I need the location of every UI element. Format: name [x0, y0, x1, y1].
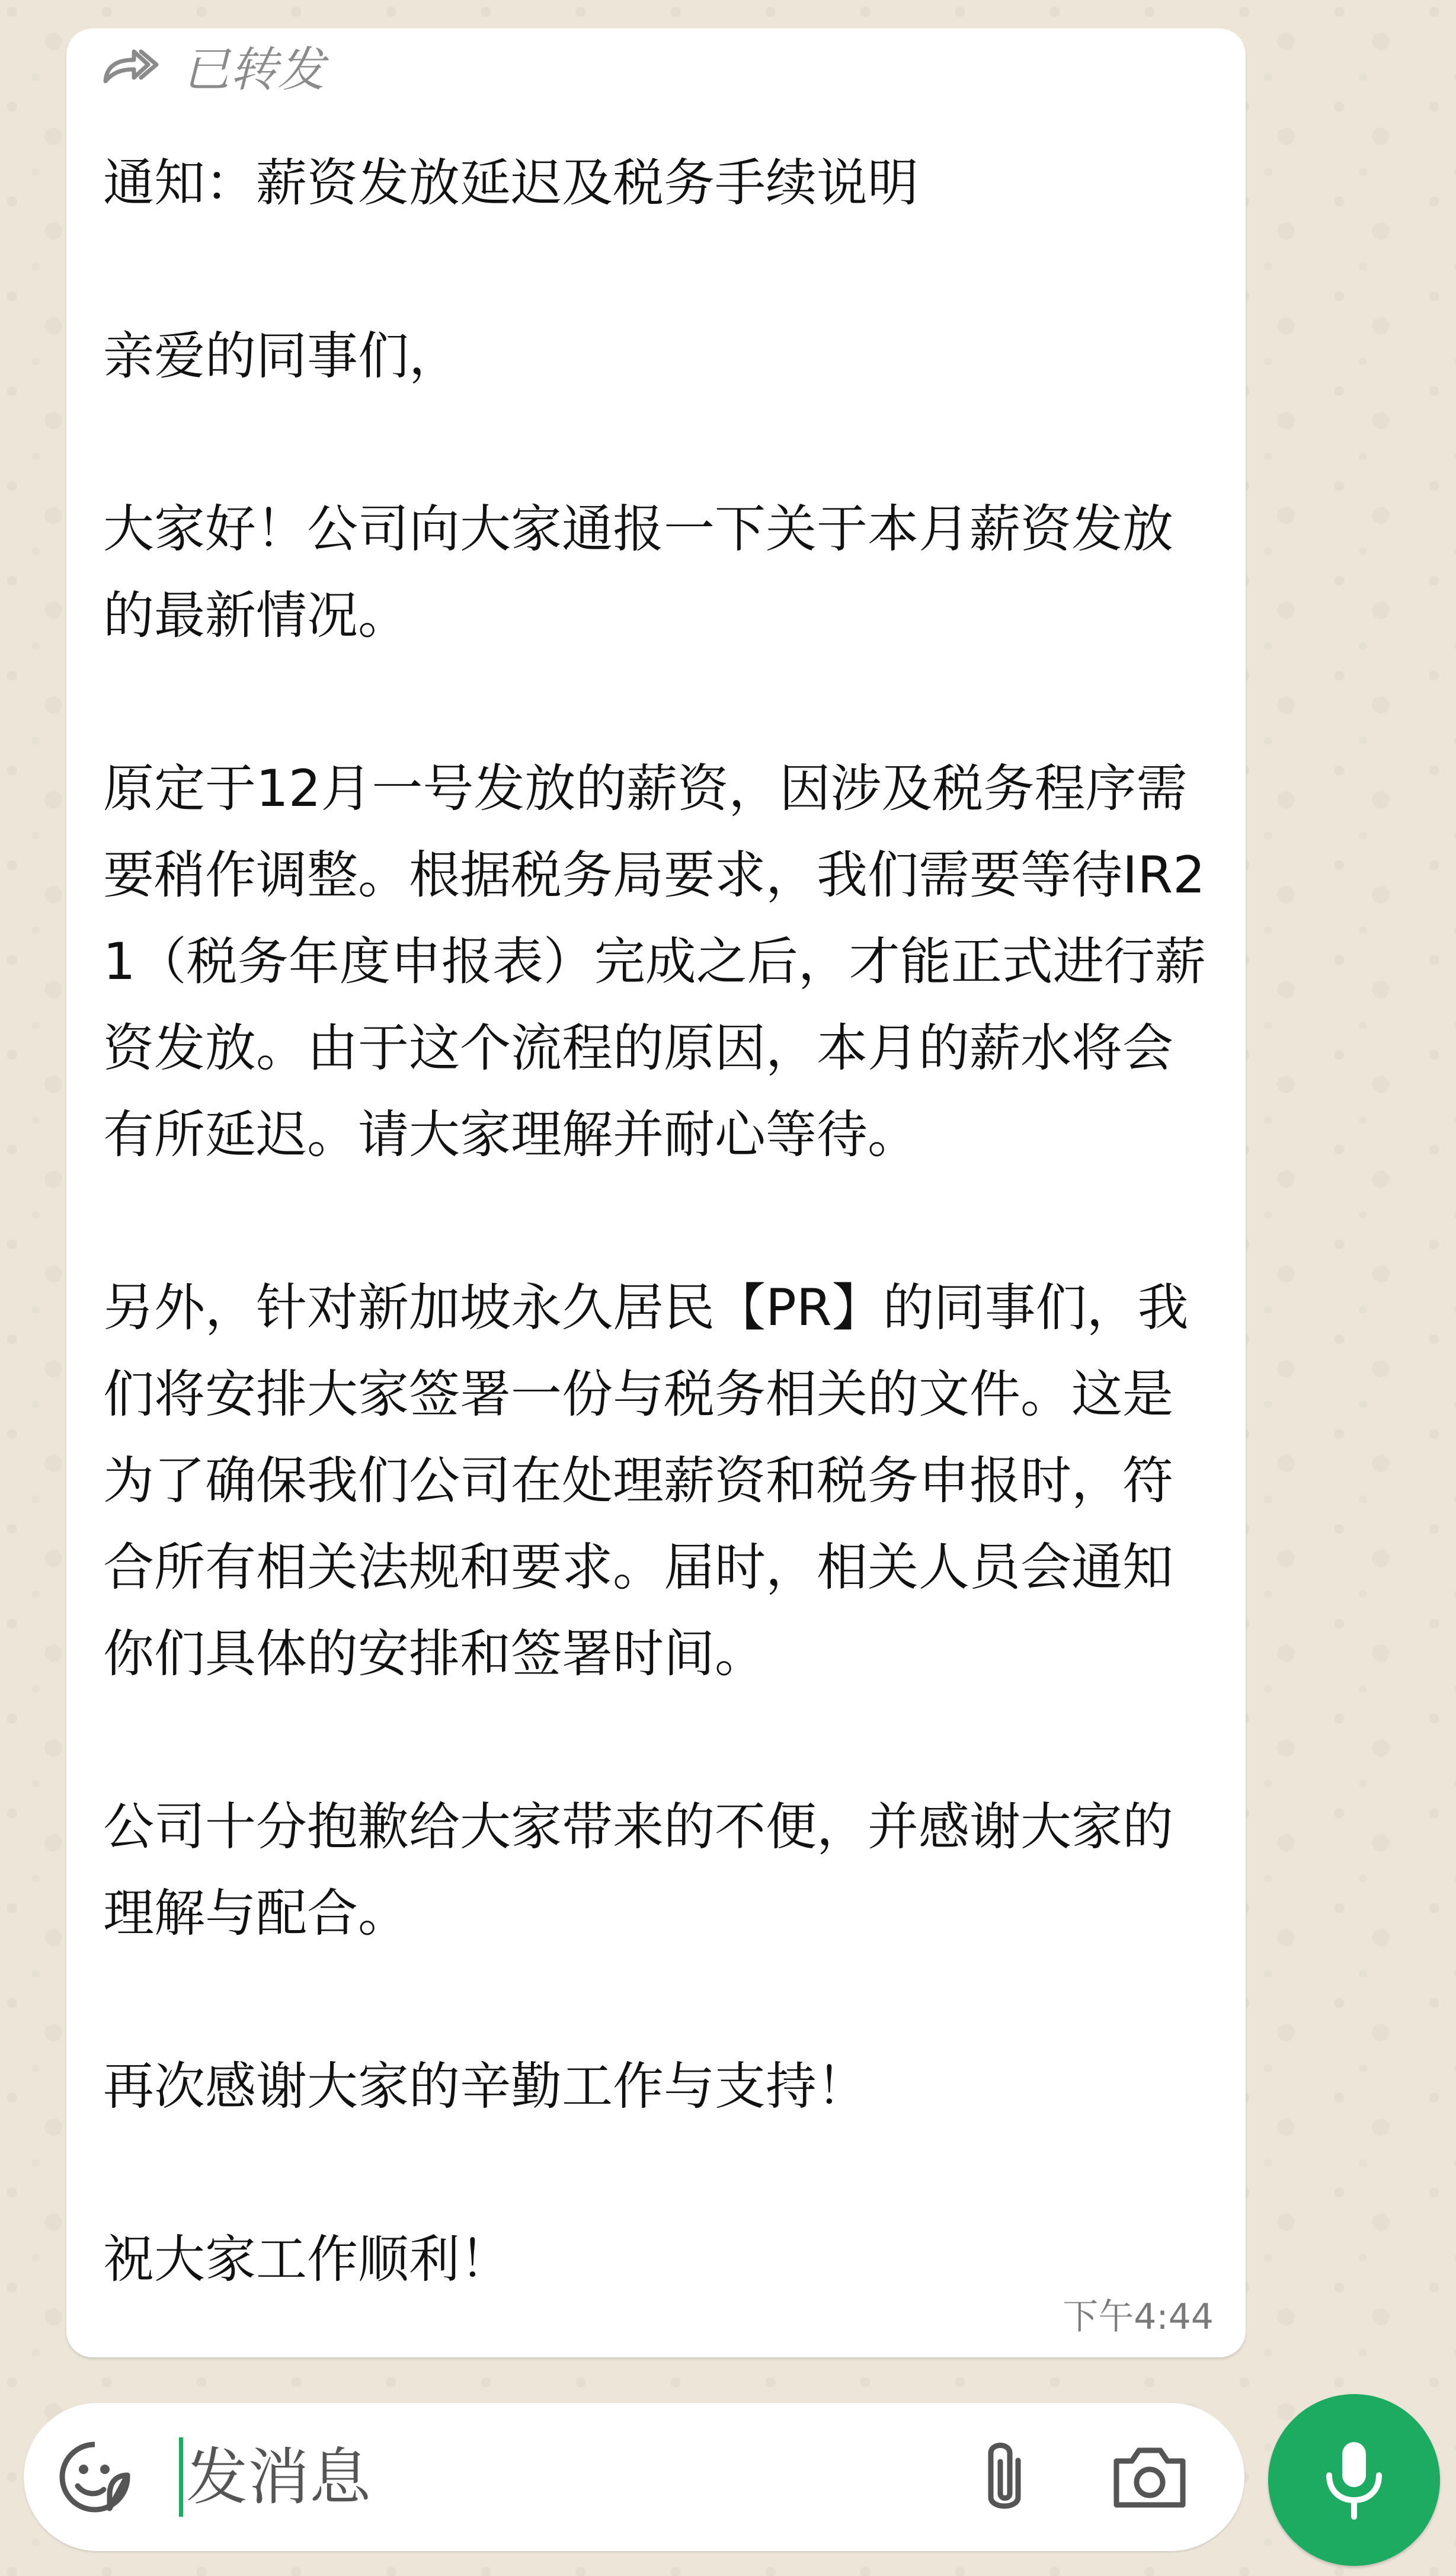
message-paragraph: 公司十分抱歉给大家带来的不便，并感谢大家的理解与配合。	[103, 1797, 1173, 1943]
message-bubble[interactable]	[66, 28, 1246, 2357]
message-input[interactable]	[179, 2418, 933, 2536]
microphone-icon	[1319, 2439, 1390, 2521]
attach-button[interactable]	[966, 2436, 1043, 2519]
forwarded-label: 已转发	[183, 41, 325, 97]
paperclip-icon	[966, 2436, 1043, 2519]
sticker-emoji-icon	[56, 2439, 133, 2516]
message-paragraph: 亲爱的同事们，	[103, 327, 460, 386]
message-paragraph: 原定于12月一号发放的薪资，因涉及税务程序需要稍作调整。根据税务局要求，我们需要等待IR21（税务年度申报表）完成之后，才能正式进行薪资发放。由于这个流程的原因，本月的薪水将会有所延迟。请大家理解并耐心等待。	[103, 759, 1206, 1164]
emoji-button[interactable]	[56, 2439, 133, 2516]
forwarded-indicator	[101, 41, 325, 97]
voice-message-button[interactable]	[1268, 2394, 1440, 2566]
message-title: 通知：薪资发放延迟及税务手续说明	[103, 153, 919, 213]
forward-icon	[101, 44, 160, 86]
message-composer	[24, 2403, 1244, 2551]
message-paragraph: 大家好！公司向大家通报一下关于本月薪资发放的最新情况。	[103, 500, 1173, 645]
camera-icon	[1108, 2439, 1191, 2516]
camera-button[interactable]	[1108, 2439, 1191, 2516]
message-paragraph: 再次感谢大家的辛勤工作与支持！	[103, 2057, 868, 2116]
message-paragraph: 另外，针对新加坡永久居民【PR】的同事们，我们将安排大家签署一份与税务相关的文件。这是为了确保我们公司在处理薪资和税务申报时，符合所有相关法规和要求。届时，相关人员会通知你们具体的安排和签署时间。	[103, 1278, 1189, 1684]
message-timestamp: 下午4:44	[1063, 2296, 1214, 2338]
message-text	[103, 140, 1217, 2303]
message-paragraph: 祝大家工作顺利！	[103, 2230, 511, 2289]
